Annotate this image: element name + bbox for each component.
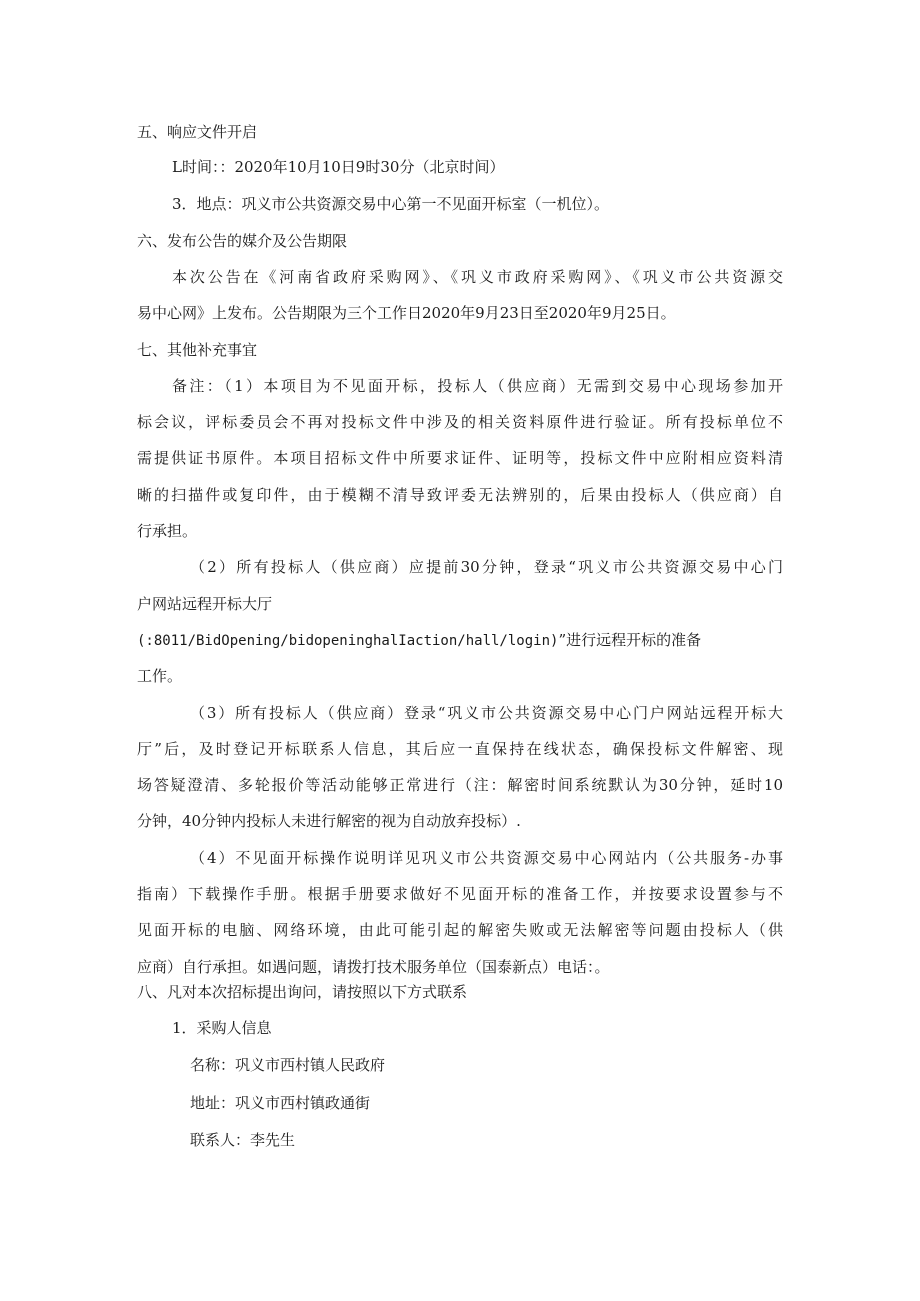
note-4-line: （4）不见面开标操作说明详见巩义市公共资源交易中心网站内（公共服务-办事 — [190, 849, 783, 867]
note-2-line: 工作。 — [137, 667, 183, 685]
note-3-line: 场答疑澄清、多轮报价等活动能够正常进行（注：解密时间系统默认为30分钟，延时10 — [137, 776, 783, 794]
purchaser-address: 地址：巩义市西村镇政通街 — [190, 1094, 371, 1112]
note-2-url-tail: ”进行远程开标的准备 — [558, 631, 702, 649]
note-2-url-line — [137, 630, 701, 651]
note-4-line: 应商）自行承担。如遇问题，请拨打技术服务单位（国泰新点）电话：。 — [137, 958, 610, 976]
note-2-line: （2）所有投标人（供应商）应提前30分钟，登录“巩义市公共资源交易中心门 — [190, 558, 783, 576]
note-1-line: 晰的扫描件或复印件，由于模糊不清导致评委无法辨别的，后果由投标人（供应商）自 — [137, 486, 783, 504]
note-1-line: 需提供证书原件。本项目招标文件中所要求证件、证明等，投标文件中应附相应资料清 — [137, 449, 783, 467]
opening-place: 3．地点：巩义市公共资源交易中心第一不见面开标室（一机位）。 — [172, 195, 610, 213]
announcement-line: 本次公告在《河南省政府采购网》、《巩义市政府采购网》、《巩义市公共资源交 — [172, 268, 783, 286]
note-1-line: 备注：（1）本项目为不见面开标，投标人（供应商）无需到交易中心现场参加开 — [172, 377, 783, 395]
section-8-heading: 八、凡对本次招标提出询问，请按照以下方式联系 — [137, 983, 468, 1001]
opening-time: L时间：：2020年10月10日9时30分（北京时间） — [172, 158, 505, 176]
section-5-heading: 五、响应文件开启 — [137, 123, 258, 141]
purchaser-contact: 联系人：李先生 — [190, 1131, 296, 1149]
note-3-line: （3）所有投标人（供应商）登录“巩义市公共资源交易中心门户网站远程开标大 — [190, 704, 783, 722]
note-4-line: 指南）下载操作手册。根据手册要求做好不见面开标的准备工作，并按要求设置参与不 — [137, 885, 783, 903]
remote-hall-url: (:8011/BidOpening/bidopeninghalIaction/hall/login) — [137, 633, 559, 649]
note-1-line: 行承担。 — [137, 522, 198, 540]
section-6-heading: 六、发布公告的媒介及公告期限 — [137, 232, 348, 250]
note-3-line: 厅”后，及时登记开标联系人信息，其后应一直保持在线状态，确保投标文件解密、现 — [137, 740, 783, 758]
purchaser-name: 名称：巩义市西村镇人民政府 — [190, 1056, 386, 1074]
note-2-line: 户网站远程开标大厅 — [137, 595, 273, 613]
section-7-heading: 七、其他补充事宜 — [137, 341, 258, 359]
announcement-line: 易中心网》上发布。公告期限为三个工作日2020年9月23日至2020年9月25日。 — [137, 304, 676, 322]
note-1-line: 标会议，评标委员会不再对投标文件中涉及的相关资料原件进行验证。所有投标单位不 — [137, 413, 783, 431]
note-3-line: 分钟，40分钟内投标人未进行解密的视为自动放弃投标）. — [137, 812, 521, 830]
note-4-line: 见面开标的电脑、网络环境，由此可能引起的解密失败或无法解密等问题由投标人（供 — [137, 921, 783, 939]
purchaser-info-heading: 1．采购人信息 — [172, 1019, 272, 1037]
